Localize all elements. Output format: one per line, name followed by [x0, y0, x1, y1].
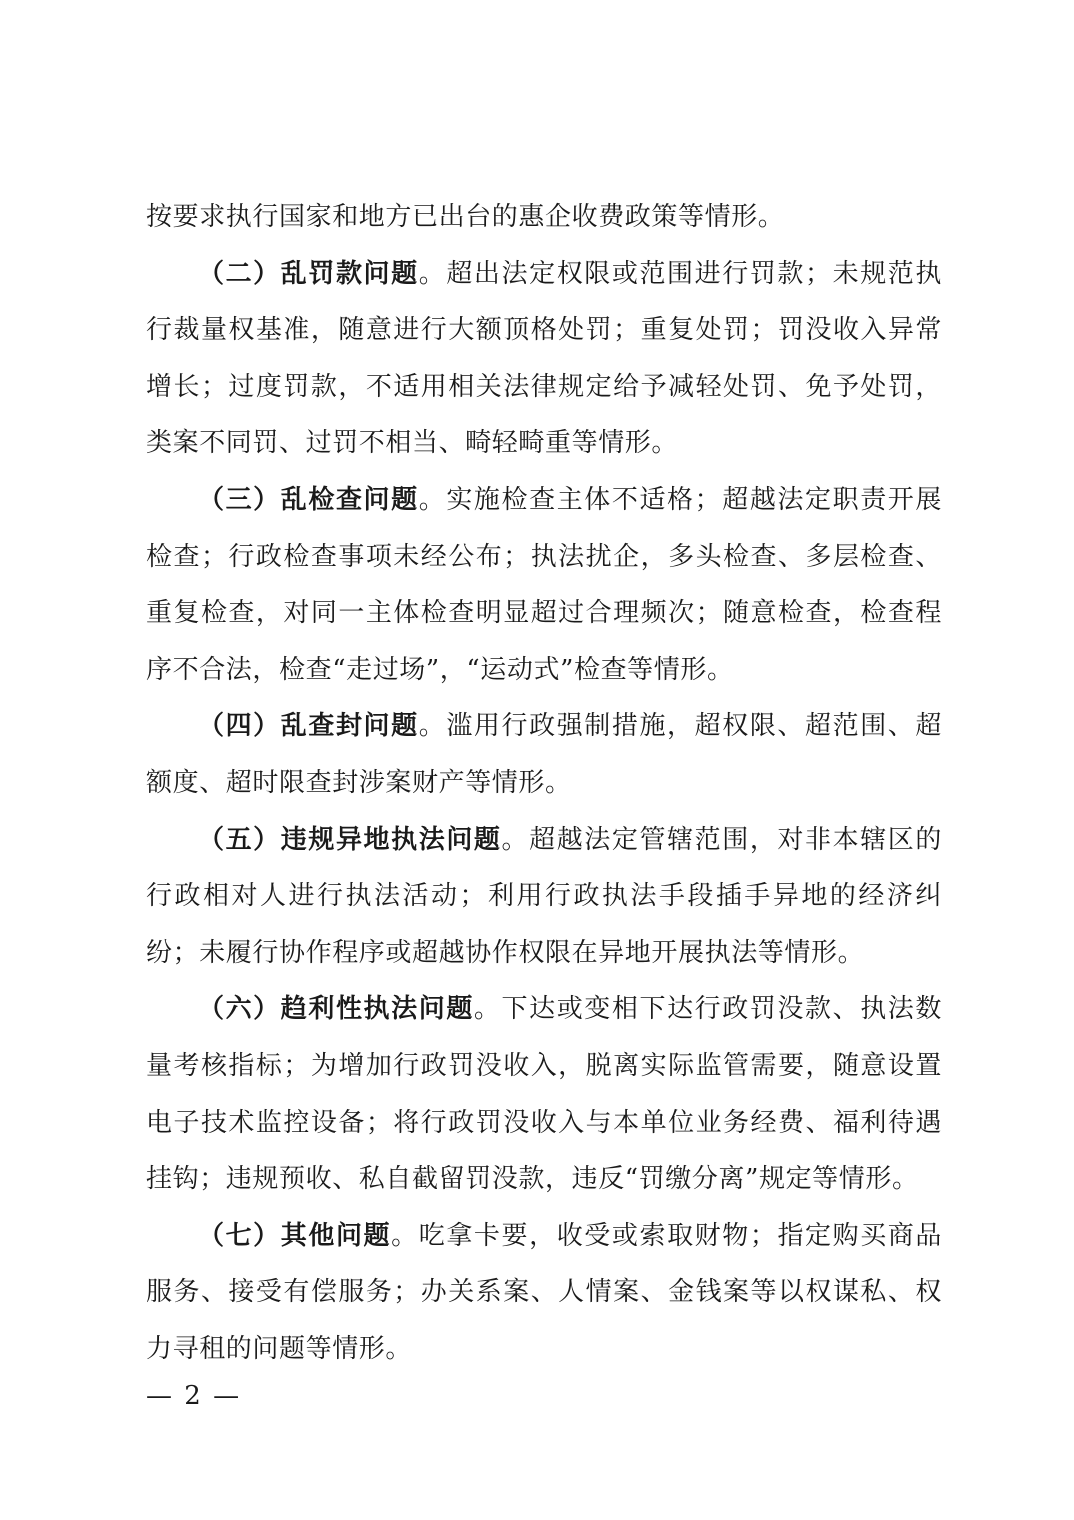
section-body-6: 。下达或变相下达行政罚没款、执法数量考核指标；为增加行政罚没收入，脱离实际监管需要，随意设置电子技术监控设备；将行政罚没收入与本单位业务经费、福利待遇挂钩；违规预收、私自截留罚没款，违反“罚缴分离”规定等情形。	[146, 994, 942, 1195]
section-heading-7: （七）其他问题	[198, 1220, 392, 1251]
section-body-2: 。超出法定权限或范围进行罚款；未规范执行裁量权基准，随意进行大额顶格处罚；重复处罚；罚没收入异常增长；过度罚款，不适用相关法律规定给予减轻处罚、免予处罚，类案不同罚、过罚不相当、畸轻畸重等情形。	[146, 258, 942, 459]
section-heading-3: （三）乱检查问题	[198, 484, 419, 515]
continuation-paragraph: 按要求执行国家和地方已出台的惠企收费政策等情形。	[146, 202, 785, 232]
section-heading-4: （四）乱查封问题	[198, 711, 419, 742]
section-heading-5: （五）违规异地执法问题	[198, 824, 502, 855]
section-body-5: 。超越法定管辖范围，对非本辖区的行政相对人进行执法活动；利用行政执法手段插手异地的经济纠纷；未履行协作程序或超越协作权限在异地开展执法等情形。	[146, 824, 942, 968]
section-paragraph-3	[146, 472, 942, 698]
section-paragraph-4	[146, 698, 942, 811]
section-paragraph-7	[146, 1208, 942, 1378]
section-paragraph-6	[146, 981, 942, 1207]
section-heading-6: （六）趋利性执法问题	[198, 994, 474, 1025]
section-paragraph-2	[146, 246, 942, 472]
document-body	[146, 189, 942, 1377]
page-number: — 2 —	[146, 1381, 242, 1411]
section-heading-2: （二）乱罚款问题	[198, 258, 419, 289]
section-body-7: 。吃拿卡要，收受或索取财物；指定购买商品服务、接受有偿服务；办关系案、人情案、金钱案等以权谋私、权力寻租的问题等情形。	[146, 1220, 942, 1364]
section-paragraph-5	[146, 812, 942, 982]
section-body-4: 。滥用行政强制措施，超权限、超范围、超额度、超时限查封涉案财产等情形。	[146, 711, 942, 798]
section-body-3: 。实施检查主体不适格；超越法定职责开展检查；行政检查事项未经公布；执法扰企，多头检查、多层检查、重复检查，对同一主体检查明显超过合理频次；随意检查，检查程序不合法，检查“走过场”，“运动式”检查等情形。	[146, 484, 942, 685]
